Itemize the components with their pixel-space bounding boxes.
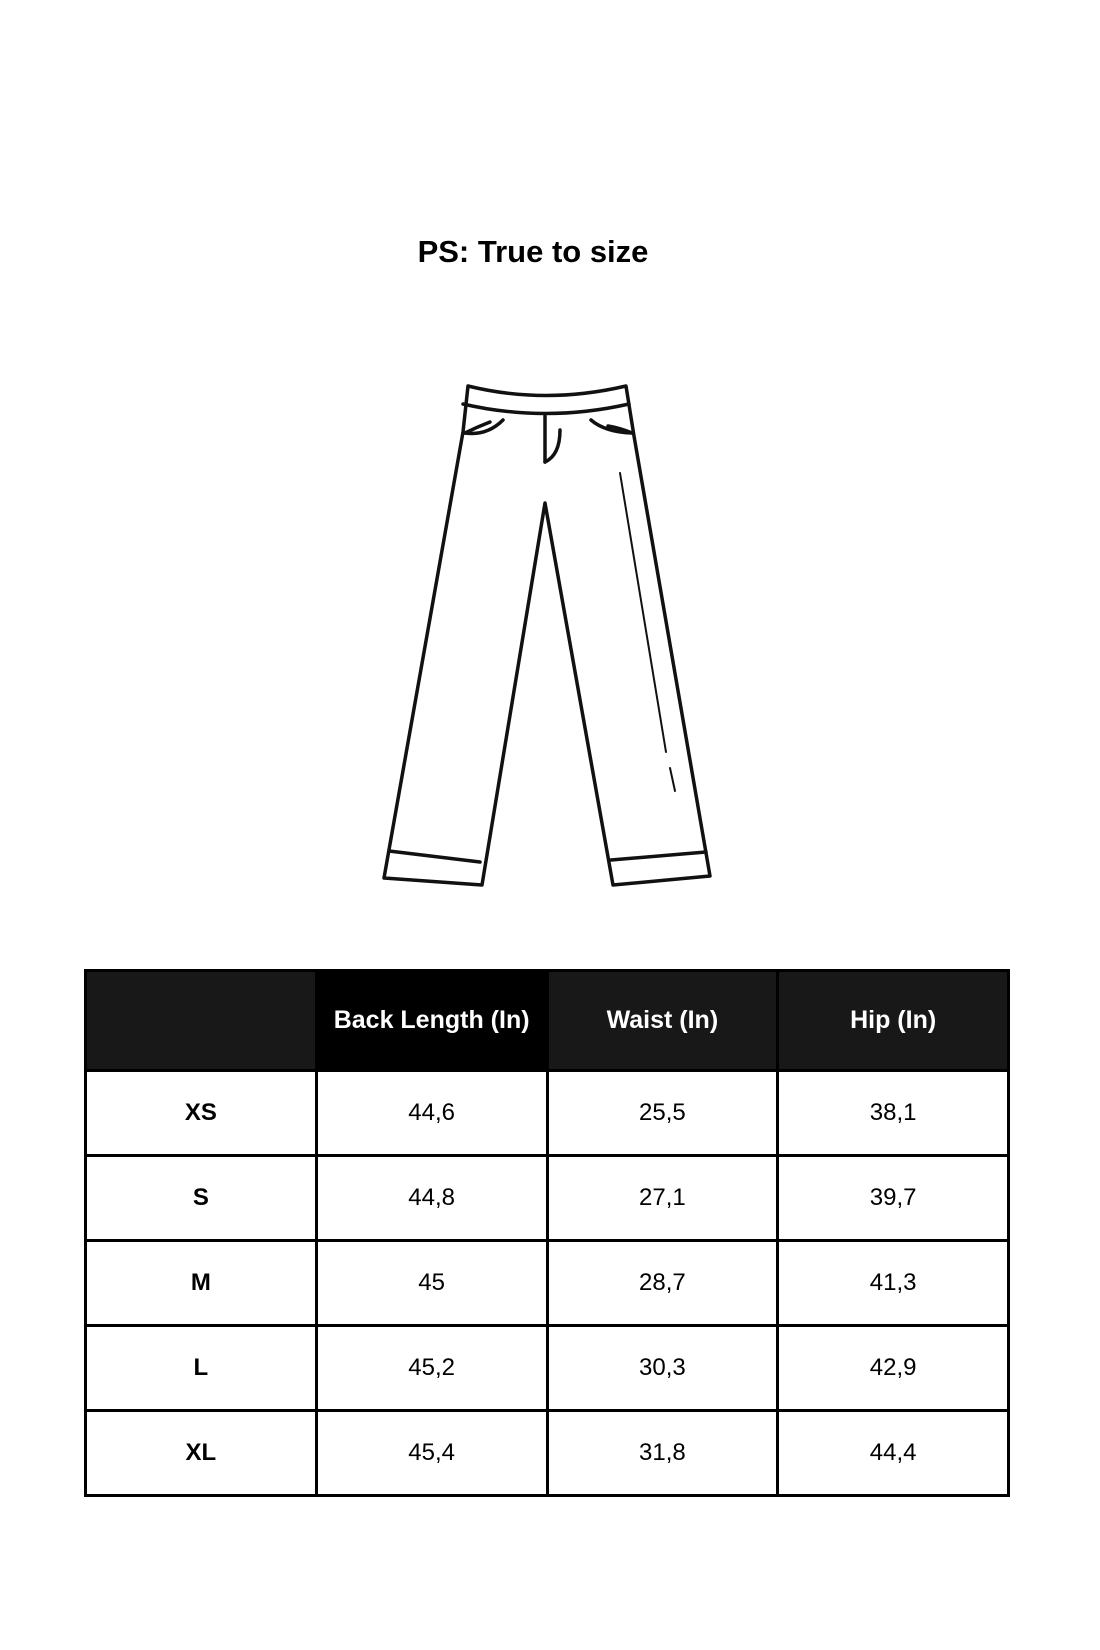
- table-header-row: [86, 971, 1009, 1071]
- size-label: S: [86, 1156, 317, 1241]
- back-length-value: 45,2: [316, 1326, 547, 1411]
- size-label: XS: [86, 1071, 317, 1156]
- size-label: L: [86, 1326, 317, 1411]
- header-waist: Waist (In): [547, 971, 778, 1071]
- back-length-value: 44,6: [316, 1071, 547, 1156]
- header-hip: Hip (In): [778, 971, 1009, 1071]
- hip-value: 42,9: [778, 1326, 1009, 1411]
- waist-value: 27,1: [547, 1156, 778, 1241]
- table-row: [86, 1071, 1009, 1156]
- table-row: [86, 1326, 1009, 1411]
- header-size-column: [86, 971, 317, 1071]
- back-length-value: 44,8: [316, 1156, 547, 1241]
- table-row: [86, 1156, 1009, 1241]
- table-row: [86, 1241, 1009, 1326]
- hip-value: 41,3: [778, 1241, 1009, 1326]
- back-length-value: 45,4: [316, 1411, 547, 1496]
- size-label: M: [86, 1241, 317, 1326]
- waist-value: 30,3: [547, 1326, 778, 1411]
- hip-value: 38,1: [778, 1071, 1009, 1156]
- size-label: XL: [86, 1411, 317, 1496]
- page-title: PS: True to size: [417, 234, 649, 269]
- hip-value: 39,7: [778, 1156, 1009, 1241]
- size-chart-table: [84, 969, 1010, 1497]
- waist-value: 25,5: [547, 1071, 778, 1156]
- header-back-length: Back Length (In): [316, 971, 547, 1071]
- table-row: [86, 1411, 1009, 1496]
- waist-value: 28,7: [547, 1241, 778, 1326]
- back-length-value: 45: [316, 1241, 547, 1326]
- waist-value: 31,8: [547, 1411, 778, 1496]
- hip-value: 44,4: [778, 1411, 1009, 1496]
